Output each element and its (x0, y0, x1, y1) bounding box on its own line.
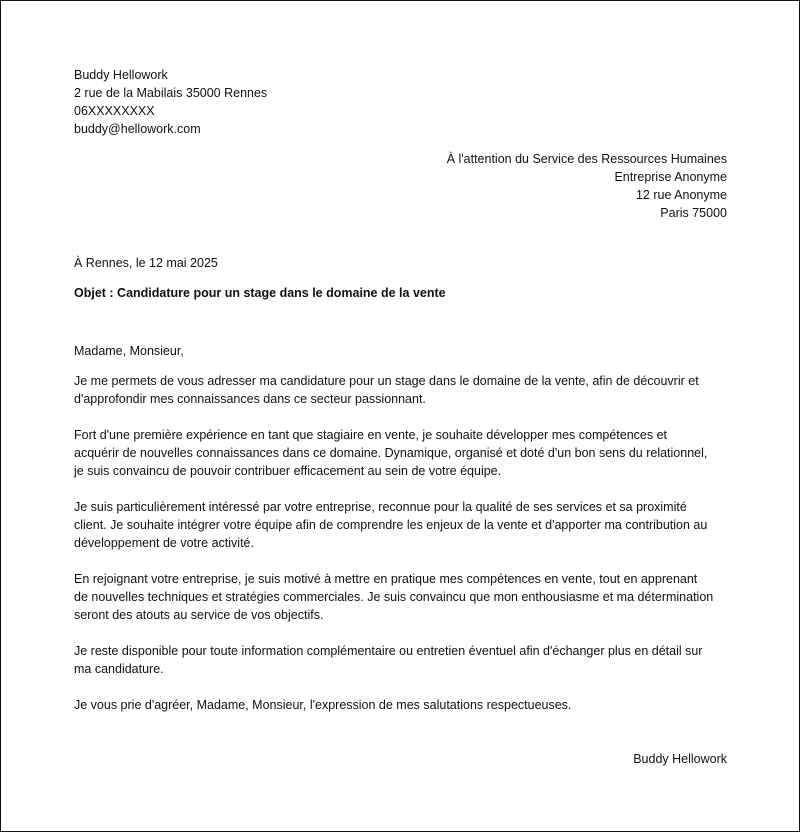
body-paragraph-1 (74, 372, 734, 408)
recipient-city: Paris 75000 (660, 206, 727, 220)
body-paragraph-2 (74, 426, 734, 480)
letter-date: À Rennes, le 12 mai 2025 (74, 256, 218, 270)
paragraph-line: de nouvelles techniques et stratégies commerciales. Je suis convaincu que mon enthousiasme et ma détermination (74, 590, 714, 604)
paragraph-line: Je suis particulièrement intéressé par votre entreprise, reconnue pour la qualité de ses services et sa proximité (74, 500, 687, 514)
recipient-street: 12 rue Anonyme (635, 188, 727, 202)
paragraph-line: Fort d'une première expérience en tant que stagiaire en vente, je souhaite développer mes compétences et (74, 428, 668, 442)
letter-salutation: Madame, Monsieur, (74, 344, 184, 358)
letter-closing: Je vous prie d'agréer, Madame, Monsieur, l'expression de mes salutations respectueuses. (74, 698, 572, 712)
paragraph-line: Je reste disponible pour toute information complémentaire ou entretien éventuel afin d'échanger plus en détail sur (74, 644, 703, 658)
recipient-company: Entreprise Anonyme (614, 170, 727, 184)
paragraph-line: ma candidature. (74, 662, 164, 676)
sender-phone: 06XXXXXXXX (74, 104, 155, 118)
paragraph-line: client. Je souhaite intégrer votre équipe afin de comprendre les enjeux de la vente et d'apporter ma contribution au (74, 518, 708, 532)
paragraph-line: seront des atouts au service de vos objectifs. (74, 608, 324, 622)
recipient-block (447, 150, 727, 222)
paragraph-line: En rejoignant votre entreprise, je suis motivé à mettre en pratique mes compétences en vente, tout en apprenant (74, 572, 698, 586)
recipient-attention: À l'attention du Service des Ressources Humaines (446, 152, 727, 166)
sender-email: buddy@hellowork.com (74, 122, 201, 136)
paragraph-line: acquérir de nouvelles connaissances dans ce domaine. Dynamique, organisé et doté d'un bon sens du relationnel, (74, 446, 708, 460)
paragraph-line: d'approfondir mes connaissances dans ce secteur passionnant. (74, 392, 426, 406)
letter-signature: Buddy Hellowork (633, 752, 727, 766)
paragraph-line: je suis convaincu de pouvoir contribuer efficacement au sein de votre équipe. (74, 464, 502, 478)
paragraph-line: Je me permets de vous adresser ma candidature pour un stage dans le domaine de la vente, afin de découvrir et (74, 374, 699, 388)
body-paragraph-5 (74, 642, 734, 678)
letter-subject: Objet : Candidature pour un stage dans le domaine de la vente (74, 286, 446, 300)
sender-block (74, 66, 267, 138)
body-paragraph-3 (74, 498, 734, 552)
paragraph-line: développement de votre activité. (74, 536, 254, 550)
sender-address: 2 rue de la Mabilais 35000 Rennes (74, 86, 268, 100)
body-paragraph-4 (74, 570, 734, 624)
sender-name: Buddy Hellowork (74, 68, 168, 82)
